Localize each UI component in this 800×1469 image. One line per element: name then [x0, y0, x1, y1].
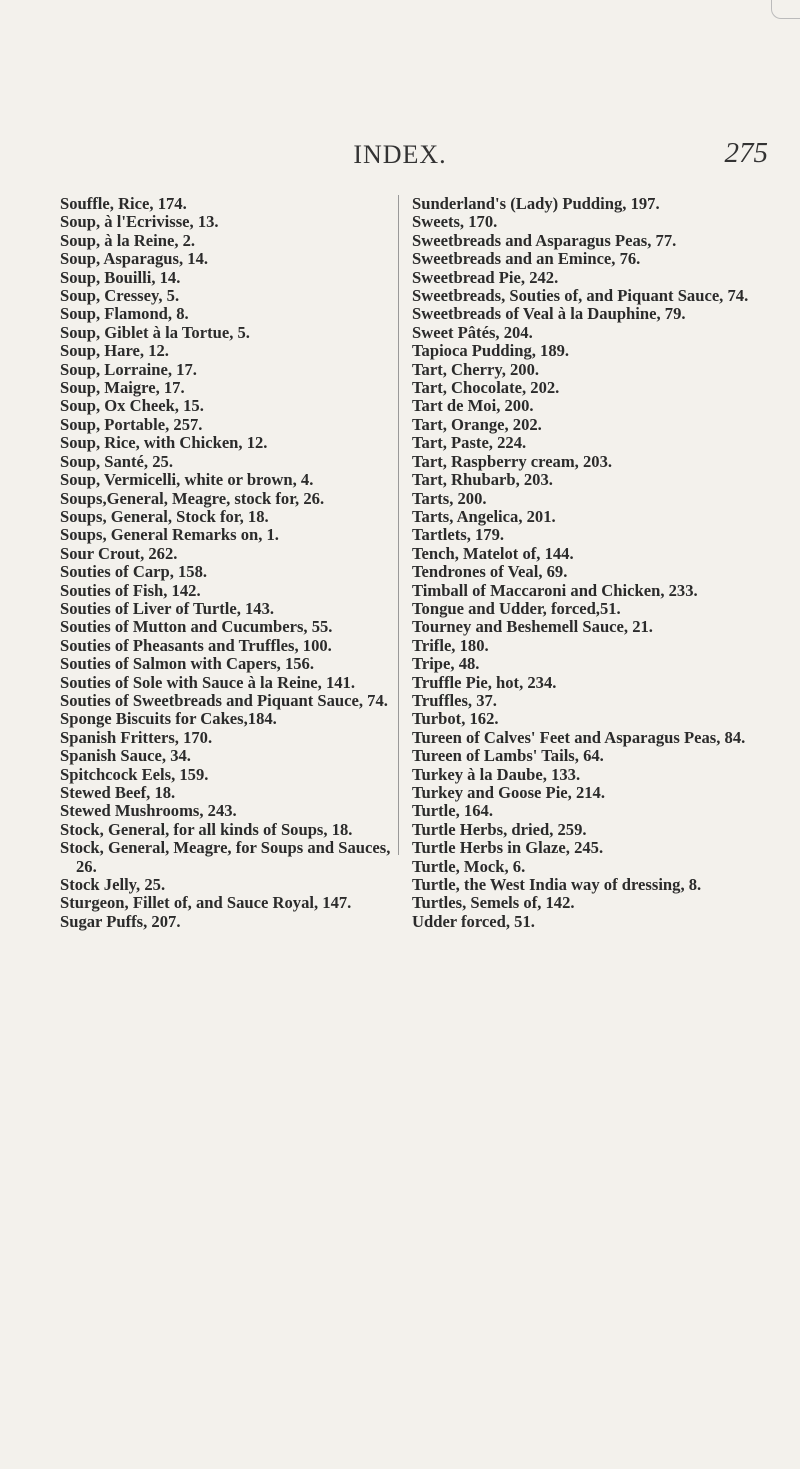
index-entry: Tart, Rhubarb, 203.: [412, 470, 553, 490]
index-entry: Stewed Beef, 18.: [60, 783, 176, 802]
index-entry: Sour Crout, 262.: [60, 543, 178, 563]
index-entry: Sweetbread Pie, 242.: [412, 267, 559, 287]
index-entry: Soups,General, Meagre, stock for, 26.: [60, 488, 325, 508]
index-entry: Souties of Liver of Turtle, 143.: [60, 598, 275, 618]
index-entry: Udder forced, 51.: [412, 911, 535, 931]
index-entry: Soup, Vermicelli, white or brown, 4.: [60, 470, 314, 490]
index-entry: Tripe, 48.: [412, 654, 480, 674]
index-entry: Soups, General, Stock for, 18.: [60, 506, 269, 526]
index-entry: Tapioca Pudding, 189.: [412, 341, 570, 361]
index-entry: Soup, Giblet à la Tortue, 5.: [60, 322, 250, 342]
index-entry: Turtle, Mock, 6.: [412, 856, 526, 876]
index-entry: Turkey à la Daube, 133.: [412, 764, 581, 784]
index-entry: Stock, General, for all kinds of Soups, 18.: [60, 819, 353, 839]
index-entry: Tart, Raspberry cream, 203.: [412, 451, 613, 471]
index-entry: Soup, Cressey, 5.: [60, 286, 180, 306]
index-entry: Spanish Fritters, 170.: [60, 727, 213, 747]
index-entry: Sponge Biscuits for Cakes,184.: [60, 709, 277, 729]
index-entry: Tart, Orange, 202.: [412, 414, 542, 434]
index-entry: Turtles, Semels of, 142.: [412, 893, 575, 913]
index-entry: Soup, Portable, 257.: [60, 414, 203, 434]
index-entry: Soup, Ox Cheek, 15.: [60, 396, 204, 416]
index-entry: Soup, Flamond, 8.: [60, 304, 189, 324]
index-entry: Sugar Puffs, 207.: [60, 911, 181, 931]
index-entry: Souties of Mutton and Cucumbers, 55.: [60, 617, 333, 637]
index-entry: Turkey and Goose Pie, 214.: [412, 783, 605, 802]
index-entry: Soup, à la Reine, 2.: [60, 230, 196, 250]
index-entry: Tureen of Calves' Feet and Asparagus Peas, 84.: [412, 727, 746, 747]
index-entry: Tart, Chocolate, 202.: [412, 378, 560, 398]
index-entry: Tart, Paste, 224.: [412, 433, 527, 453]
page-edge-mark: [771, 0, 800, 19]
index-entry: Tourney and Beshemell Sauce, 21.: [412, 617, 653, 637]
index-entry: Sturgeon, Fillet of, and Sauce Royal, 147.: [60, 893, 352, 913]
index-entry: Turtle Herbs, dried, 259.: [412, 819, 587, 839]
index-entry: Tart de Moi, 200.: [412, 396, 534, 416]
page-number: 275: [724, 137, 768, 169]
index-entry: Tureen of Lambs' Tails, 64.: [412, 746, 604, 766]
index-entry: Stock, General, Meagre, for Soups and Sauces, 26.: [60, 838, 391, 876]
index-entry: Soup, Asparagus, 14.: [60, 249, 209, 269]
index-entry: Turbot, 162.: [412, 709, 499, 729]
index-entry: Tarts, Angelica, 201.: [412, 506, 556, 526]
index-entry: Tench, Matelot of, 144.: [412, 543, 574, 563]
index-entry: Souties of Sweetbreads and Piquant Sauce, 74.: [60, 690, 388, 710]
index-entry: Truffles, 37.: [412, 690, 497, 710]
index-entry: Souties of Pheasants and Truffles, 100.: [60, 635, 332, 655]
index-entry: Stewed Mushrooms, 243.: [60, 801, 237, 821]
index-entry: Souties of Fish, 142.: [60, 580, 201, 600]
index-entry: Stock Jelly, 25.: [60, 875, 166, 895]
index-entry: Sweets, 170.: [412, 212, 498, 232]
page-header-title: INDEX.: [353, 140, 447, 169]
index-entry: Soup, Lorraine, 17.: [60, 359, 197, 379]
index-entry: Sweetbreads and an Emince, 76.: [412, 249, 641, 269]
index-entry: Souties of Sole with Sauce à la Reine, 141.: [60, 672, 356, 692]
index-entry: Sunderland's (Lady) Pudding, 197.: [412, 194, 660, 213]
index-entry: Spitchcock Eels, 159.: [60, 764, 209, 784]
index-entry: Souties of Carp, 158.: [60, 562, 208, 582]
index-column-right: [412, 195, 774, 931]
index-entry: Spanish Sauce, 34.: [60, 746, 191, 766]
index-entry: Sweetbreads and Asparagus Peas, 77.: [412, 230, 677, 250]
index-entry: Soup, Bouilli, 14.: [60, 267, 181, 287]
index-entry: Soup, Santé, 25.: [60, 451, 173, 471]
index-entry: Souties of Salmon with Capers, 156.: [60, 654, 314, 674]
index-entry: Soup, Hare, 12.: [60, 341, 169, 361]
index-entry: Tongue and Udder, forced,51.: [412, 598, 621, 618]
index-column-left: [60, 195, 392, 931]
column-divider: [398, 195, 399, 855]
index-entry: Turtle, 164.: [412, 801, 493, 821]
index-entry: Soup, Maigre, 17.: [60, 378, 185, 398]
index-entry: Sweet Pâtés, 204.: [412, 322, 533, 342]
index-entry: Turtle Herbs in Glaze, 245.: [412, 838, 604, 858]
index-entry: Timball of Maccaroni and Chicken, 233.: [412, 580, 698, 600]
index-entry: Sweetbreads, Souties of, and Piquant Sauce, 74.: [412, 286, 749, 306]
index-entry: Soup, Rice, with Chicken, 12.: [60, 433, 268, 453]
index-entry: Sweetbreads of Veal à la Dauphine, 79.: [412, 304, 686, 324]
index-entry: Tart, Cherry, 200.: [412, 359, 540, 379]
index-entry: Tarts, 200.: [412, 488, 487, 508]
index-entry: Soup, à l'Ecrivisse, 13.: [60, 212, 219, 232]
index-entry: Turtle, the West India way of dressing, 8.: [412, 875, 702, 895]
index-entry: Trifle, 180.: [412, 635, 489, 655]
index-entry: Soups, General Remarks on, 1.: [60, 525, 279, 545]
index-entry: Souffle, Rice, 174.: [60, 194, 187, 213]
index-entry: Tartlets, 179.: [412, 525, 505, 545]
index-entry: Truffle Pie, hot, 234.: [412, 672, 557, 692]
index-entry: Tendrones of Veal, 69.: [412, 562, 568, 582]
